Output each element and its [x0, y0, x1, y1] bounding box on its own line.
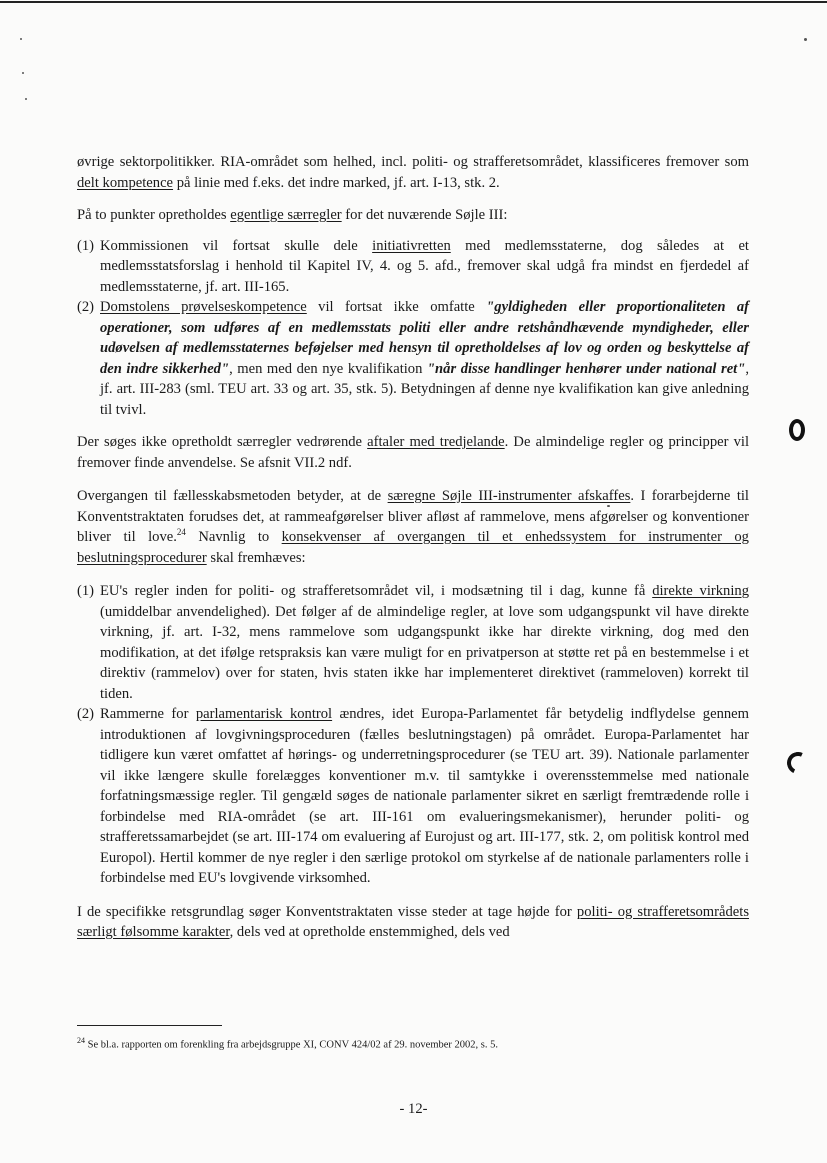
- consequences-list: [77, 581, 749, 889]
- paragraph-text: på linie med f.eks. det indre marked, jf. art. I-13, stk. 2.: [173, 174, 500, 191]
- special-rules-list: [77, 236, 749, 421]
- paragraph-text: Der søges ikke opretholdt særregler vedrørende: [77, 434, 368, 450]
- paragraph-4: [77, 486, 749, 568]
- paragraph-2: [77, 205, 749, 226]
- list-number: (2): [77, 299, 95, 315]
- underlined-term: politi- og strafferetsområdets særligt følsomme karakter: [77, 903, 749, 940]
- treaty-quote: "gyldigheden eller proportionaliteten af operationer, som udføres af en medlemsstats politi eller andre retshåndhævende myndigheder, eller udøvelsen af medlemsstaternes beføjelser med hensyn til opretholdelses af lov og orden og beskyttelse af den indre sikkerhed": [100, 299, 749, 377]
- scan-speck: [22, 72, 24, 74]
- paragraph-text: skal fremhæves:: [206, 549, 306, 566]
- list-number: (2): [77, 706, 95, 722]
- underlined-term: Domstolens prøvelseskompetence: [100, 299, 307, 315]
- scan-speck: [804, 38, 807, 41]
- paragraph-1: [77, 152, 749, 193]
- list-text: Rammerne for: [100, 706, 196, 722]
- list-number: (1): [77, 583, 95, 599]
- underlined-term: særegne Søjle III-instrumenter afskaffes: [387, 488, 631, 504]
- list-text: Kommissionen vil fortsat skulle dele: [100, 237, 373, 254]
- list-text: med medlemsstaterne, dog således at et medlemsstatsforslag i henhold til Kapitel IV, 4. og 5. afd., fremover skal udgå fra mindst en fjerdedel af medlemsstaterne, jf. art. III-165.: [100, 237, 749, 295]
- list-text: , men med den nye kvalifikation: [229, 360, 427, 377]
- underlined-term: aftaler med tredjelande: [367, 434, 505, 450]
- paragraph-text: . I forarbejderne til Konventstraktaten forudses det, at rammeafgørelser bliver afløst af rammelove, mens afgørelser og konventioner bliver til love.: [77, 488, 749, 545]
- underlined-term: delt kompetence: [77, 174, 174, 191]
- paragraph-text: , dels ved at opretholde enstemmighed, dels ved: [229, 924, 510, 940]
- list-item: [77, 236, 749, 298]
- paragraph-text: I de specifikke retsgrundlag søger Konventstraktaten visse steder at tage højde for: [77, 903, 577, 920]
- scan-top-border: [0, 1, 827, 3]
- list-text: ændres, idet Europa-Parlamentet får betydelig indflydelse gennem introduktionen af lovgivningsproceduren (fælles beslutningstagen) på området. Europa-Parlamentet har tidligere kun været omfattet af hørings- og underretningsprocedurer (se TEU art. 39). Nationale parlamenter vil ikke længere skulle forelægges konventioner m.v. til samtykke i overensstemmelse med nationale forfatningsmæssige regler. Til gengæld søges de nationale parlamenter sikret en særligt fremtrædende rolle i forbindelse med RIA-området (se art. III-161 om evalueringsmekanismer), herunder politi- og strafferetssamarbejdet (se art. III-174 om evaluering af Eurojust og art. III-177, stk. 2, om politisk kontrol med Europol). Hertil kommer de nye regler i den særlige protokol om styrkelse af de nationale parlamenters rolle i forbindelse med EU's lovgivende virksomhed.: [100, 706, 749, 886]
- scan-speck: [20, 38, 22, 40]
- footnote-divider: [77, 1025, 222, 1026]
- footnote-text: Se bl.a. rapporten om forenkling fra arbejdsgruppe XI, CONV 424/02 af 29. november 2002, s. 5.: [85, 1039, 499, 1051]
- punch-hole-mark: [789, 419, 805, 441]
- footnote-reference: 24: [176, 527, 186, 538]
- underlined-term: initiativretten: [372, 237, 451, 254]
- paragraph-text: Navnlig to: [185, 529, 282, 545]
- list-text: , jf. art. III-283 (sml. TEU art. 33 og art. 35, stk. 5). Betydningen af denne nye kvalifikation kan give anledning til tvivl.: [100, 360, 749, 418]
- paragraph-text: . De almindelige regler og principper vil fremover finde anvendelse. Se afsnit VII.2 ndf.: [77, 434, 749, 471]
- paragraph-3: [77, 432, 749, 473]
- list-text: EU's regler inden for politi- og strafferetsområdet vil, i modsætning til i dag, kunne få: [100, 583, 653, 599]
- paragraph-text: På to punkter opretholdes: [77, 207, 231, 223]
- underlined-term: direkte virkning: [652, 583, 749, 599]
- list-text: (umiddelbar anvendelighed). Det følger af de almindelige regler, at love som udgangspunkt vil have direkte virkning, jf. art. I-32, mens rammelove som udgangspunkt ikke har direkte virkning, dog med den modifikation, at det ifølge retspraksis kan være muligt for en privatperson at støtte ret på en bestemmelse i et direktiv (rammelov) over for staten, hvis staten ikke har implementeret direktivet (rammeloven) korrekt til tiden.: [100, 603, 749, 702]
- document-body: [77, 152, 749, 955]
- punch-hole-mark: [784, 749, 812, 777]
- list-item: [77, 704, 749, 889]
- underlined-term: parlamentarisk kontrol: [195, 706, 333, 722]
- list-item: [77, 581, 749, 704]
- underlined-term: konsekvenser af overgangen til et enhedssystem for instrumenter og beslutningsprocedurer: [77, 529, 749, 566]
- page-number: - 12-: [399, 1101, 428, 1117]
- paragraph-text: for det nuværende Søjle III:: [341, 207, 508, 223]
- paragraph-text: øvrige sektorpolitikker. RIA-området som helhed, incl. politi- og strafferetsområdet, klassificeres fremover som: [77, 154, 749, 170]
- scan-speck: [25, 98, 27, 100]
- underlined-term: egentlige særregler: [230, 207, 342, 223]
- list-text: vil fortsat ikke omfatte: [306, 299, 487, 315]
- list-item: [77, 297, 749, 420]
- list-number: (1): [77, 237, 95, 254]
- footnote: [77, 1034, 749, 1053]
- footnote-number: 24: [77, 1036, 85, 1045]
- paragraph-text: Overgangen til fællesskabsmetoden betyder, at de: [77, 488, 388, 504]
- treaty-quote: "når disse handlinger henhører under national ret": [426, 360, 746, 377]
- paragraph-5: [77, 902, 749, 943]
